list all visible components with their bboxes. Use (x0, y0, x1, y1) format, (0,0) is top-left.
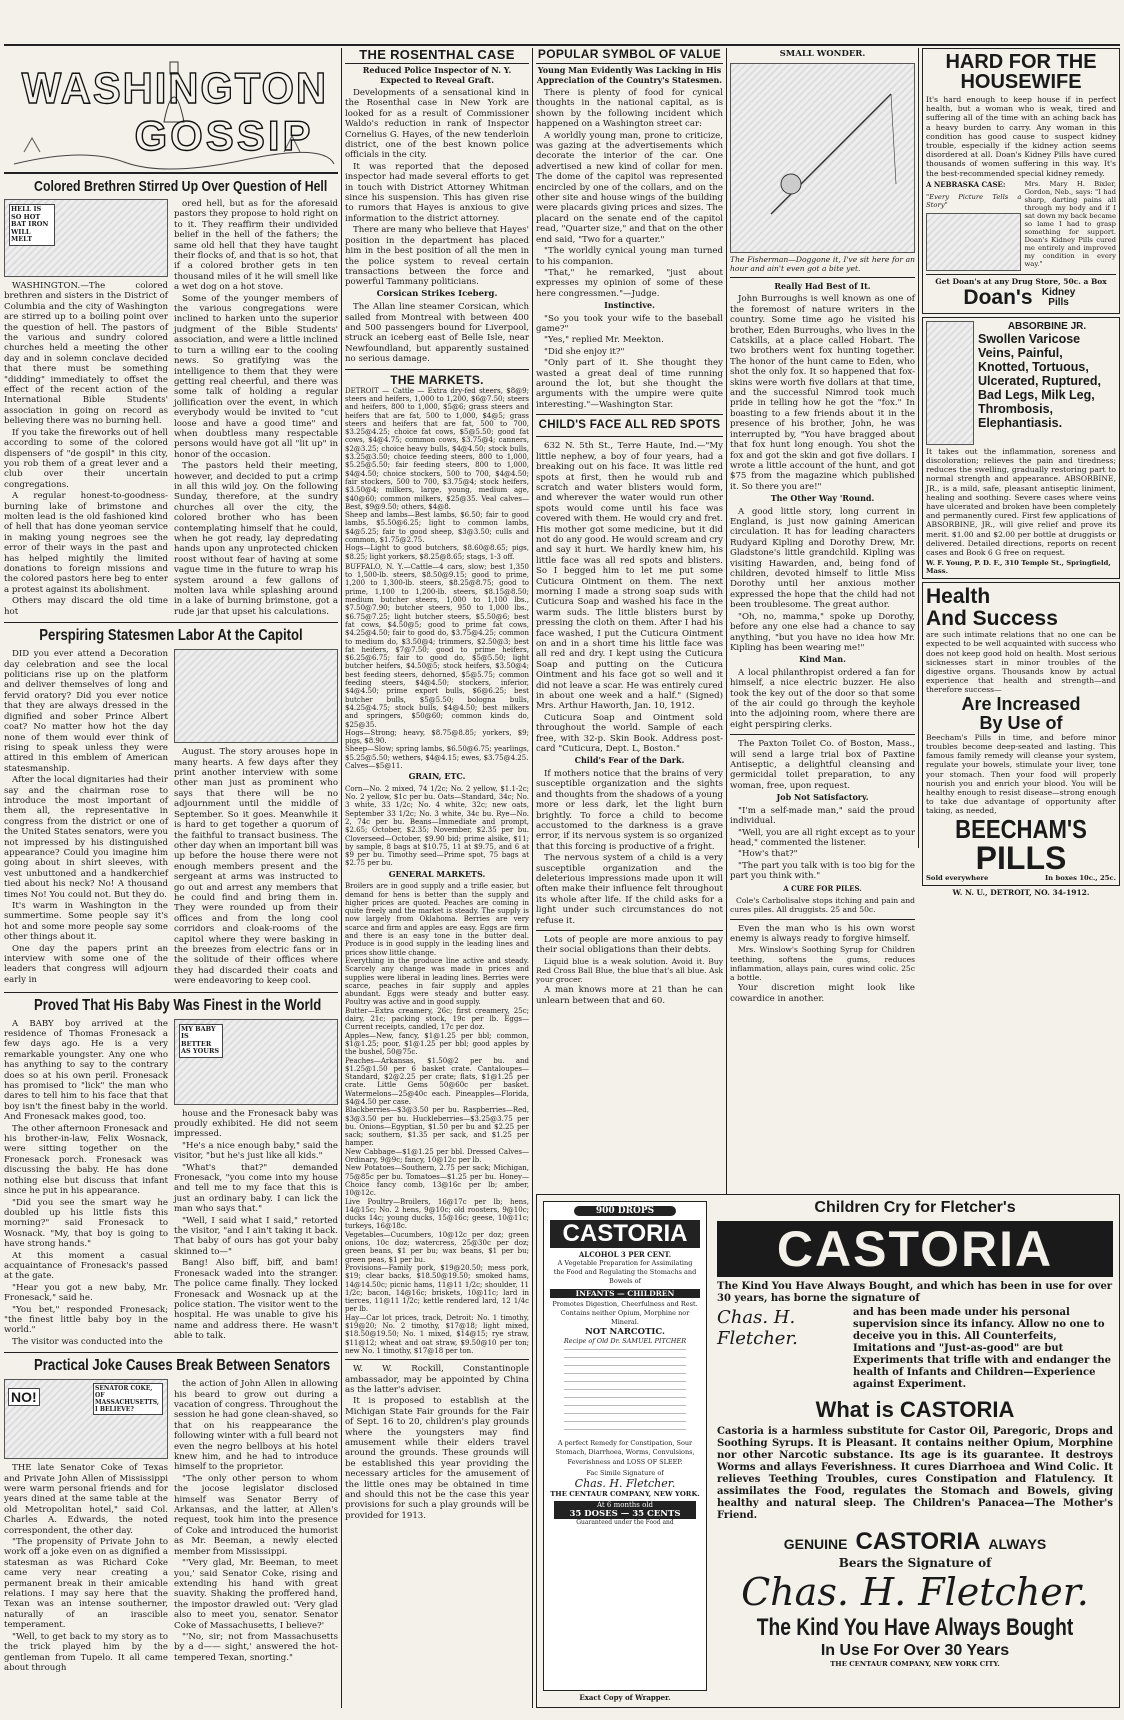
market-report: Everything in the produce line active and steady. Scarcely any change was made in prices and supplies were liberal in leading lines. Berries were scarce, peaches in fair supply and apples abundant. Eggs were steady and butter easy. Poultry was active and in good supply. (345, 956, 529, 1007)
column-rule (918, 48, 919, 848)
market-report: Blackberries—$3@3.50 per bu. Raspberries—Red, $3@3.50 per bu. Huckleberries—$3.25@3.75 per bu. Onions—Egyptian, $1.50 per bu and $2.25 per sack; southern, $1.35 per sack, and $1.25 per hamper. (345, 1106, 529, 1148)
paragraph: "Only part of it. She thought they wasted a great deal of time running around the lot, but she thought the arguments with the umpire were quite interesting."—Washington Star. (536, 358, 723, 410)
paragraph: A man knows more at 21 than he can unlearn between that and 60. (536, 985, 723, 1006)
cartoon-speech-bubble: MY BABY IS BETTER AS YOURS (179, 1024, 223, 1058)
markets-title: THE MARKETS. (390, 372, 484, 387)
story-title-rosenthal: THE ROSENTHAL CASE (345, 48, 529, 64)
column-popular-symbol (536, 48, 723, 1188)
paragraph: One day the papers print an interview with some one of the leaders that congress will adjourn early in (4, 943, 168, 985)
paragraph: "The only other person to whom the jocose legislator disclosed himself was Senator Berry of Arkansas, and the latter, at Allen's request, took him into the presence of Coke and introduced the humorist as Mr. Beeman, a newly elected member from Mississippi. (174, 1473, 338, 1557)
market-report: Peaches—Arkansas, $1.50@2 per bu. and $1.25@1.50 per 6 basket crate. Cantaloupes—Standard, $2@2.25 per crate; flats, $1@1.25 per crate. Little Gems 50@60c per basket. Watermelons—25@40c each. Pineapples—Florida, $4@4.50 per case. (345, 1056, 529, 1106)
market-report: BUFFALO, N. Y.—Cattle—4 cars, slow; best 1,350 to 1,500-lb. steers, $8.50@9.15; good to prime, 1,200 to 1,300-lb. steers, $8.25@8.75; good to prime, 1,100 to 1,200-lb. steers, $8.15@8.50; medium butcher steers, 1,000 to 1,100 lbs., $7.50@7.90; butcher steers, 950 to 1,000 lbs., $6.75@7.25; light butcher steers, $5.50@6; best fat cows, $4.50@5; good to prime fat cows, $4.25@4.50; fair to good do, $3.75@4.25; common to medium do, $3.50@4; trimmers, $2.50@3; best fat heifers, $7@7.50; good to prime heifers, $6.25@6.75; fair to good do, $5@5.50; light butcher heifers, $4.50@5; stock heifers, $3.50@4; best feeding steers, dehorned, $5@5.75; common feeding steers, $4@4.50; stockers, inferior, $4@4.50; prime export bulls, $6@6.25; best butcher bulls, $5@5.50; bologna bulls, $4.25@4.75; stock bulls, $4@4.50; best milkers and springers, $50@60; common kinds do, $25@35. (345, 562, 529, 729)
paragraph: "So you took your wife to the baseball game?" (536, 313, 723, 335)
castoria-text: and has been made under his personal supervision since its infancy. Allow no one to deceive you in this. All Counterfeits, Imitations and "Just-as-good" are but Experiments that trifle with and endanger the health of Infants and Children—Experience against Experiment. (853, 1307, 1111, 1390)
market-report: Broilers are in good supply and a trifle easier, but demand for hens is better than the supply and higher prices are quoted. Peaches are coming in quite freely and the market is steady. The supply is now largely from Oklahoma. Berries are very scarce and firm and apples are easy. Eggs are firm and there is an easy tone in the butter deal. Produce is in good supply in the leading lines and prices show little change. (345, 882, 529, 957)
cartoon-speech-senator: SENATOR COKE, OF MASSACHUSETTS, I BELIEVE? (93, 1383, 163, 1415)
column-rule (532, 48, 533, 1708)
story-perspiring-statesmen (4, 649, 338, 987)
paragraph: "Well, you are all right except as to your head," commented the listener. (730, 827, 915, 848)
paragraph: Cuticura Soap and Ointment sold throughout the world. Sample of each free, with 32-p. Skin Book. Address post-card "Cuticura, Dept. L, Boston." (536, 712, 723, 755)
story-finest-baby (4, 1019, 338, 1349)
ad-doans (922, 48, 1120, 314)
paragraph: "What's that?" demanded Fronesack, "you come into my house and tell me to my face that this is just an ordinary baby. I can lick the man who says that." (174, 1162, 338, 1215)
bottle-ingredients-icon (564, 1347, 686, 1437)
paragraph: "'No, sir; not from Massachusetts by a d—— sight,' answered the hot-tempered Texan, snorting." (174, 1631, 338, 1663)
paragraph: A BABY boy arrived at the residence of Thomas Fronesack a few days ago. He is a very remarkable youngster. Any one who has anything to say to the contrary does so at his own peril. Fronesack has promised to "lick" the man who dares to tell him to his face that that boy isn't the finest baby in the world. And Fronesack makes good, too. (4, 1018, 168, 1123)
paragraph: "He's a nice enough baby," said the visitor, "but he's just like all kids." (174, 1140, 338, 1162)
bottle-caption: Exact Copy of Wrapper. (579, 1693, 671, 1702)
cartoon-fisherman (730, 63, 915, 253)
ad-footer: In boxes 10c., 25c. (1044, 873, 1116, 882)
ad-title: By Use of (979, 712, 1063, 733)
ad-title: And Success (926, 607, 1058, 631)
paragraph: The Paxton Toilet Co. of Boston, Mass., will send a large trial box of Paxtine Antiseptic, a delightful cleansing and germicidal toilet preparation, to any woman, free, upon request. (730, 739, 915, 791)
paragraph: "I'm a self-made man," said the proud individual. (730, 805, 915, 827)
ad-brand: Doan's (963, 285, 1033, 309)
paragraph: "The part you talk with is too big for the part you think with." (730, 860, 915, 882)
bottle-illustration-icon (926, 321, 974, 445)
paragraph: "Well, I said what I said," retorted the visitor, "and I ain't taking it back. That baby of ours has got your baby skinned to—" (174, 1215, 338, 1257)
cartoon-title: SMALL WONDER. (779, 49, 866, 59)
ad-absorbine (922, 317, 1120, 579)
market-report: Live Poultry—Broilers, 16@17c per lb; hens, 14@15c; No. 2 hens, 9@10c; old roosters, 9@10c; ducks 14c; young ducks, 15@16c; geese, 10@11c; turkeys, 16@18c. (345, 1197, 529, 1231)
story-title-corsican: Corsican Strikes Iceberg. (376, 288, 498, 299)
paragraph: Lots of people are more anxious to pay their social obligations than their debts. (536, 935, 723, 956)
castoria-company: THE CENTAUR COMPANY, NEW YORK CITY. (830, 1660, 1000, 1668)
story-title-other-way: The Other Way 'Round. (770, 493, 875, 504)
castoria-bottle (543, 1201, 707, 1691)
market-report: Hogs—Strong; heavy, $8.75@8.85; yorkers, $9; pigs, $8.90. (345, 728, 529, 746)
paragraph: "The propensity of Private John to work off a joke even on as dignified a statesman as was Richard Coke came very near creating a permanent break in their amicable relations. I may say here that the Texan was an intense southerner, naturally of an irascible temperament. (4, 1537, 168, 1631)
castoria-always: ALWAYS (988, 1536, 1047, 1552)
market-report: Hogs—Light to good butchers, $8.60@8.65; pigs, $8.25; light yorkers, $8.25@8.65; stags, 1-3 off. (345, 544, 529, 561)
ad-footer: Get Doan's at any Drug Store, 50c. a Box (926, 274, 1116, 286)
paragraph: "You bet," responded Fronesack; "the finest little baby boy in the world." (4, 1304, 168, 1336)
paragraph: W. W. Rockill, Constantinople ambassador, may be appointed by China as the latter's adviser. (345, 1364, 529, 1396)
paragraph: A good little story, long current in England, is just now gaining American circulation. It has for leading characters Rudyard Kipling and Dorothy Drew, Mr. Gladstone's little grandchild. Kipling was visiting Hawarden, and, being fond of children, devoted himself to little Miss Dorothy until her anxious mother expressed the hope that the child had not been troublesome. The great author. (730, 506, 915, 611)
market-report: New Potatoes—Southern, 2.75 per sack; Michigan, 75@85c per bu. Tomatoes—$1.25 per bu. Honey—Choice fancy comb, 13@16c per lb; amber, 10@12c. (345, 1164, 529, 1198)
market-report: Calves—$5@11. (345, 762, 403, 771)
paragraph: Mrs. Winslow's Soothing Syrup for Children teething, softens the gums, reduces inflammation, allays pain, cures wind colic. 25c a bottle. (730, 945, 915, 982)
story-title-popular-symbol: POPULAR SYMBOL OF VALUE (536, 48, 723, 64)
castoria-signature: Chas. H. Fletcher. (717, 1307, 798, 1349)
column-washington-gossip (4, 52, 338, 1674)
castoria-header: Children Cry for Fletcher's (814, 1199, 1016, 1216)
story-subtitle: Reduced Police Inspector of N. Y. Expected to Reveal Graft. (362, 65, 512, 85)
paragraph: 632 N. 5th St., Terre Haute, Ind.—"My little nephew, a boy of four years, had a breaking out on his face. It was little red spots at first, then he would rub and scratch and water blisters would form, and wherever the water would run other spots would come until his face was covered with them. He would cry and fret. His mother got some medicine, but it did not do any good. He would scream and cry and say it hurt. We hardly knew him, his little face was all red spots and blisters. So I begged him to let me put some Cuticura Ointment on them. The next morning I made a strong soap suds with Cuticura Soap and washed his face in the warm suds. The little blisters burst by pressing the cloth on them. After I had his face washed, I put the Cuticura Ointment on and in a short time his little face was all red and dry. I kept using the Cuticura Soap and putting on the Cuticura Ointment and his face got so well and it did not leave a scar. He was entirely cured in about one week and a half." (Signed) Mrs. Arthur Haworth, Jan. 10, 1912. (536, 441, 723, 712)
castoria-footer: The Kind You Have Always Bought (756, 1614, 1074, 1641)
woman-illustration-icon (926, 213, 1021, 271)
paragraph: If you take the fireworks out of hell according to some of the colored dispensers of "de gospil" in this city, you rob them of a great lever and a club over their uncertain congregations. (4, 427, 168, 490)
story-practical-joke (4, 1379, 338, 1674)
cartoon-baby (174, 1019, 338, 1105)
grain-title: GRAIN, ETC. (408, 771, 466, 782)
paragraph: "Hear you got a new baby, Mr. Fronesack," said he. (4, 1282, 168, 1304)
story-title-finest-baby: Proved That His Baby Was Finest in the World (34, 996, 322, 1014)
paragraph: The visitor was conducted into the (12, 1336, 163, 1347)
bottle-doses: 35 DOSES — 35 CENTS (554, 1509, 696, 1519)
paragraph: It was reported that the deposed inspector had made several efforts to get in touch with District Attorney Whitman since his suspension. This has given rise to rumors that Hayes is anxious to give information to the district attorney. (345, 161, 529, 224)
ad-castoria (536, 1194, 1120, 1708)
ad-brand: ABSORBINE JR. (1007, 320, 1087, 332)
column-small-wonder (730, 48, 915, 1188)
paragraph: "'Very glad, Mr. Beeman, to meet you,' said Senator Coke, rising and extending his hand with great suavity. Shaking the proffered hand, the impostor drawled out: 'Very glad also to meet you, senator. Senator Coke of Massachusetts, I believe?' (174, 1558, 338, 1631)
general-markets-title: GENERAL MARKETS. (388, 868, 486, 879)
ad-beechams (922, 582, 1120, 885)
paragraph: Some of the younger members of the various congregations were inclined to harken unto the superior judgment of the Bible Students' association, and were a little inclined to turn a willing ear to the cooling news. So gratifying was the intelligence to them that they were getting real cheerful, and there was some talk of holding a regular jollification over the event, in which everybody would be invited to "cut loose and have a good time" and when doubtless many respectable persons would have got all "lit up" in honor of the occasion. (174, 293, 338, 460)
fishing-rod-icon (731, 64, 914, 252)
bottle-alcohol: ALCOHOL 3 PER CENT. (578, 1250, 672, 1259)
castoria-text: The Kind You Have Always Bought, and which has been in use for over 30 years, has borne the signature of (717, 1281, 1113, 1304)
paragraph: "Yes," replied Mr. Meekton. (544, 335, 664, 346)
paragraph: THE late Senator Coke of Texas and Private John Allen of Mississippi were warm personal friends and for years dined at the same table at the old Metropolitan hotel," said Col. Charles A. Edwards, the noted correspondent, the other day. (4, 1463, 168, 1536)
paragraph: After the local dignitaries had their say and the chairman rose to introduce the most important of them all, the representative in congress from the district or one of the United States senators, were you not impressed by his distinguished appearance? Could you imagine him going about in shirt sleeves, with vest unbuttoned and a handkerchief tied about his neck? No! A thousand times No! You could not. But they do. (4, 775, 168, 900)
bottle-text: Promotes Digestion, Cheerfulness and Rest. Contains neither Opium, Morphine nor Mineral. (552, 1299, 698, 1327)
ad-footer: W. F. Young, P. D. F., 310 Temple St., Springfield, Mass. (926, 559, 1111, 576)
paragraph: "That," he remarked, "just about expresses my opinion of some of these here congressmen."—Judge. (536, 267, 723, 299)
market-report: Hay—Car lot prices, track, Detroit: No. 1 timothy, $19@20; No. 2 timothy, $17@18; light mixed, $18.50@19.50; No. 1 mixed, $14@15; rye straw, $11@12; wheat and oat straw, $9.50@10 per ton; new No. 1 timothy, $17@18 per ton. (345, 1313, 529, 1355)
castoria-big-signature: Chas. H. Fletcher. (741, 1570, 1089, 1614)
column-rosenthal-markets (345, 48, 529, 1522)
cartoon-hell-preacher (4, 199, 168, 277)
ad-brand-sub: Kidney Pills (1041, 286, 1076, 308)
paragraph: It is proposed to establish at the Michigan State Fair grounds for the Fair of Sept. 16 to 20, children's play grounds where the youngsters may find amusement while their elders travel around the grounds. These grounds will be established this year providing the necessary articles for the amusement of the little ones may be obtained in time and should this not be the case this year provisions for such a play grounds will be provided for 1913. (345, 1396, 529, 1521)
paragraph: "Did you see the smart way he doubled up his little fists this morning?" said Fronesack to Wosnack. "My, that boy is going to have strong hands." (4, 1197, 168, 1250)
market-report: DETROIT — Cattle — Extra dry-fed steers, $8@9; steers and heifers, 1,000 to 1,200, $6@7.50; steers and heifers, 800 to 1,000, $5@6; grass steers and heifers that are fat, 500 to 1,000, $4@5; grass steers and heifers that are fat, 500 to 700, $3.25@4.25; choice fat cows, $5@5.50; good fat cows, $4@4.75; common cows, $3.75@4; canners, $2@3.25; choice heavy bulls, $4@4.50; stock bulls, $3.25@3.50; choice feeding steers, 800 to 1,000, $5.25@5.50; fair feeding steers, 800 to 1,000, $4@4.50; choice stockers, 500 to 700, $4@4.50; fair stockers, 500 to 700, $3.75@4; stock heifers, $3.50@4; milkers, large, young, medium age, $40@60; common milkers, $25@35. Veal calves—Best, $9@9.50; others, $4@8. (345, 386, 529, 511)
market-report: Butter—Extra creamery, 26c; first creamery, 25c; dairy, 21c; packing stock, 19c per lb. Eggs—Current receipts, candled, 17c per doz. (345, 1006, 529, 1032)
bottle-recipe: Recipe of Old Dr. SAMUEL PITCHER (563, 1337, 687, 1346)
market-report: Provisions—Family pork, $19@20.50; mess pork, $19; clear backs, $18.50@19.50; smoked hams, 14@14.50c; picnic hams, 11@11 1/2c; shoulder, 11 1/2c; bacon, 14@16c; briskets, 10@11c; lard in tierces, 11@11 1/2c; kettle rendered lard, 12 1/4c per lb. (345, 1263, 529, 1314)
paragraph: At this moment a casual acquaintance of Fronesack's passed at the gate. (4, 1250, 168, 1282)
ad-title: Are Increased (961, 693, 1081, 714)
paragraph: DID you ever attend a Decoration day celebration and see the local politicians rise up on the platform and deliver themselves of long and fervid oratory? Did you ever notice that they are always dressed in the dignified and sober Prince Albert coat? No matter how hot the day none of them would ever think of rising to speak unless they were attired in this emblem of American statesmanship. (4, 649, 168, 774)
ad-case-label: A NEBRASKA CASE: (926, 179, 1006, 189)
story-title-perspiring-statesmen: Perspiring Statesmen Labor At the Capitol (39, 627, 303, 645)
column-ads (922, 48, 1120, 897)
paragraph: "Well, to get back to my story as to the trick played him by the gentleman from Tupelo. It all came about through (4, 1631, 168, 1673)
ad-image-caption: "Every Picture Tells a Story" (926, 192, 1022, 209)
bottle-company: THE CENTAUR COMPANY, NEW YORK. (550, 1489, 700, 1498)
bottle-top: 900 DROPS (574, 1206, 676, 1216)
paragraph: The pastors held their meeting, however, and decided to put a crimp in all this wild joy. On the following Sunday, therefore, at the sundry churches all over the city, the colored brother who has been contemplating himself that he could, when he got ready, lay depredating hands upon any unprotected chicken roost without fear of having at some vague time in the future to wrap his system around a few gallons of molten lava while splashing around in a lake of burning brimstone, got a rude jar that upset his calculations. (174, 461, 338, 617)
market-report: New Cabbage—$1@1.25 per bbl. Dressed Calves—Ordinary, 9@9c; fancy, 10@12c per lb. (345, 1147, 529, 1165)
market-report: Sheep and lambs—Best lambs, $6.50; fair to good lambs, $5.50@6.25; light to common lambs, $4@5.25; fair to good sheep, $3@3.50; culls and common, $1.75@2.75. (345, 511, 529, 544)
ad-text: It takes out the inflammation, soreness and discoloration; relieves the pain and tiredness; reduces the swelling, gradually restoring part to normal strength and appearance. ABSORBINE, JR., is a mild, safe, pleasant antiseptic liniment, healing and soothing. Severe cases where veins have ulcerated and broken have been completely and permanently cured. First few applications of ABSORBINE, JR., will give relief and prove its merit. $1.00 and $2.00 per bottle at druggists or delivered. Detailed directions, reports on recent cases and Book 6 G free on request. (926, 446, 1116, 558)
bottle-infants: INFANTS — CHILDREN (550, 1289, 700, 1298)
paragraph: house and the Fronesack baby was proudly exhibited. He did not seem impressed. (174, 1108, 338, 1140)
ad-footer: Sold everywhere (926, 873, 989, 882)
story-colored-brethren (4, 199, 338, 618)
masthead-title-line1: WASHINGTON (21, 64, 328, 113)
market-report: Corn—No. 2 mixed, 74 1/2c; No. 2 yellow, $1.1-2c; No. 2 yellow, $1c per bu. Oats—Standard, 34c; No. 3 white, 33 1/2c; No. 4 white, 32c; new oats, September 33 1/2c; No. 3 white, 34c bu. Rye—No. 2, 74c per bu. Beans—Immediate and prompt, $2.65; October, $2.35; November, $2.35 per bu. Cloverseed—October, $9.90 bid; prime alsike, $11; by sample, 8 bags at $10.75, 11 at $9.75, and 6 at $9 per bu. Timothy seed—Prime spot, 75 bags at $2.75 per bu. (345, 784, 529, 868)
market-report: Apples—New, fancy, $1@1.25 per bbl; common, $1@1.25; poor, $1@1.25 per bbl; good apples by the bushel, 50@75c. (345, 1031, 529, 1057)
bottle-facsimile: Fac Simile Signature of (586, 1468, 664, 1477)
paragraph: A local philanthropist ordered a fan for himself, a nice electric buzzer. He also took the key out of the door so that some of the air could go through the keyhole into the adjoining room, where there are eight perspiring clerks. (730, 667, 915, 730)
ad-text: It's hard enough to keep house if in perfect health, but a woman who is weak, tired and suffering all of the time with an aching back has a heavy burden to carry. Any woman in this condition has good cause to suspect kidney trouble, especially if the kidney action seems disordered at all. Doan's Kidney Pills have cured thousands of women suffering in this way. It's the best-recommended special kidney remedy. (926, 95, 1116, 178)
paragraph: "Oh, no, mamma," spoke up Dorothy, before any one else had a chance to say anything, "but you have no idea how Mr. Kipling has been wearing me!" (730, 611, 915, 653)
cartoon-speech-no: NO! (8, 1388, 40, 1406)
paragraph: Even the man who is his own worst enemy is always ready to forgive himself. (730, 923, 915, 944)
paragraph: If mothers notice that the brains of very susceptible organization and the sights and thoughts from the shadows of a young more or less dark, let the light burn brightly. To force a child to become accustomed to the darkness is a grave error, if its nervous system is so organized that this forcing is productive of a fright. (536, 768, 723, 852)
paragraph: "Did she enjoy it?" (544, 346, 625, 357)
paragraph: the action of John Allen in allowing his beard to grow out during a vacation of congress. Throughout the session he had gone clean-shaved, so that on his reappearance the following winter with a full beard not even the negro bellboys at his hotel knew him, and he had to introduce himself to the proprietor. (174, 1379, 338, 1473)
cartoon-statesman (174, 649, 338, 743)
market-report: Sheep—Slow; spring lambs, $6.50@6.75; yearlings, $5.25@5.50; wethers, $4@4.15; ewes, $3.75@4.25. (345, 745, 529, 762)
paragraph: WASHINGTON.—The colored brethren and sisters in the District of Columbia and the city of Washington are stirred up to a boiling point over the question of hell. The pastors of the various and sundry colored churches held a meeting the other day and in solemn conclave decided that there must be something "didding" immediately to offset the effect of the recent action of the International Bible Students' association in going on record as believing there was no burning hell. (4, 281, 168, 427)
bottle-age: At 6 months old (554, 1501, 696, 1509)
paragraph: "How's that?" (738, 849, 798, 860)
cartoon-caption: The Fisherman—Doggone it, I've sit here for an hour and ain't even got a bite yet. (730, 254, 915, 273)
castoria-bears: Bears the Signature of (838, 1556, 992, 1570)
castoria-brand: CASTORIA (717, 1221, 1113, 1277)
paragraph: The Allan line steamer Corsican, which sailed from Montreal with between 400 and 500 passengers bound for Liverpool, struck an iceberg east of Belle Isle, near Newfoundland, but apparently sustained no serious damage. (345, 302, 529, 365)
top-rule (4, 44, 1120, 46)
story-title-colored-brethren: Colored Brethren Stirred Up Over Question of Hell (34, 178, 328, 195)
ad-case-text: Mrs. Mary H. Bixler, Gordon, Neb., says: "I had sharp, darting pains all through my body and if I sat down my back became so lame I had to grasp something for support. Doan's Kidney Pills cured me entirely and improved my condition in every way." (1024, 179, 1116, 268)
story-title-childs-fear: Child's Fear of the Dark. (574, 755, 685, 766)
castoria-genuine: GENUINE (783, 1536, 848, 1552)
paragraph: Others may discard the old time hot (4, 596, 168, 617)
paragraph: There are many who believe that Hayes' position in the department has placed him in the best position of all the men in the police system to reveal certain transactions between the force and powerful Tammany politicians. (345, 225, 529, 288)
paragraph: A worldly young man, prone to criticize, was gazing at the advertisements which decorate the interior of the car. One advertised a new kind of collar for men. The dome of the capitol was represented encircled by one of the collars, and on the other site and house wings of the building were placards giving prices and sizes. The placard on the senate end of the capitol read, "Quarter size," and that on the other end said, "Two for a quarter." (536, 130, 723, 245)
ad-title: HARD FOR THE (945, 51, 1097, 73)
ad-text: are such intimate relations that no one can be expected to be well acquainted with success who does not keep good hold on health. Most serious sicknesses start in minor troubles of the digestive organs. Thousands know by actual experience that health and strength—and therefore success— (926, 630, 1116, 695)
paragraph: A regular honest-to-goodness-burning lake of brimstone and molten lead is the old fashioned kind of hell that has done yeoman service in making young negroes see the error of their ways in the past and has helped mightily the limited donations to foreign missions and the colored pastors here beg to enter a protest against its abolishment. (4, 491, 168, 595)
ad-headline: Swollen Varicose Veins, Painful, Knotted, Tortuous, Ulcerated, Ruptured, Bad Legs, Milk Leg, Thrombosis, Elephantiasis. (978, 331, 1101, 430)
paragraph: Bang! Also biff, biff, and bam! Fronesack waded into the stranger. The police came finally. They locked Fronesack and Wosnack up at the police station. The visitor went to the hospital. He was unable to give his name and address there. He wasn't able to talk. (174, 1258, 338, 1342)
market-report: Vegetables—Cucumbers, 10@12c per doz; green onions, 10c doz; watercress, 25@30c per doz; green beans, $1 per bu; wax beans, $1 per bu; green peas, $1 per bu. (345, 1230, 529, 1264)
paragraph: There is plenty of food for cynical thoughts in the national capital, as is shown by the following incident which happened on a Washington street car: (536, 88, 723, 130)
wnu-label: W. N. U., DETROIT, NO. 34-1912. (952, 887, 1090, 897)
story-title-instinctive: Instinctive. (604, 300, 655, 311)
castoria-footer: In Use For Over 30 Years (820, 1642, 1010, 1659)
paragraph: The other afternoon Fronesack and his brother-in-law, Felix Wosnack, were sitting together on the Fronesack porch. Fronesack was discussing the baby. He has done nothing else but discuss that infant since he put in his appearance. (4, 1123, 168, 1197)
paragraph: John Burroughs is well known as one of the foremost of nature writers in the country. Some time ago he visited his brother, Eden Burroughs, who lives in the Catskills, at a place called Hobart. The two brothers went fox hunting together. The honor of the hunt came to Eden, who shot the only fox. It so happened that fox-skins were worth five dollars at that time, and the successful Nimrod took much pride in telling how he got the "fox." In boasting to a few friends about it in the presence of his brother, John, he was interrupted by, "You have bragged about that fox hunt long enough. You shot the fox and got the skin and got five dollars. I wrote a little account of the hunt, and got $75 from the magazine which published it. So there you are!" (730, 294, 915, 492)
castoria-genuine-brand: CASTORIA (855, 1528, 981, 1555)
bottle-text: A perfect Remedy for Constipation, Sour Stomach, Diarrhoea, Worms, Convulsions, Feverishness and LOSS OF SLEEP. (555, 1439, 695, 1466)
paragraph: Liquid blue is a weak solution. Avoid it. Buy Red Cross Ball Blue, the blue that's all blue. Ask your grocer. (536, 956, 723, 985)
cartoon-sign: HELL IS SO HOT BAT IRON WILL MELT (9, 204, 55, 246)
ad-text: Beecham's Pills in time, and before minor troubles become deep-seated and lasting. This famous family remedy will cleanse your system, regulate your bowels, stimulate your liver, tone your stomach. Then your food will properly nourish you and enrich your blood. You will be healthy enough to resist disease—strong enough to take due advantage of opportunity after taking, as needed, (926, 732, 1116, 816)
ad-brand: BEECHAM'S (955, 813, 1087, 844)
story-subtitle: Young Man Evidently Was Lacking in His Appreciation of the Country's Statesmen. (536, 65, 723, 85)
story-title-kind-man: Kind Man. (799, 654, 846, 665)
bottle-narcotic: NOT NARCOTIC. (585, 1327, 665, 1338)
column-rule (341, 48, 342, 1708)
masthead (4, 52, 338, 174)
story-title-best-of-it: Really Had Best of It. (774, 280, 871, 291)
cartoon-senators (4, 1379, 168, 1459)
paragraph: "The worldly cynical young man turned to his companion. (536, 246, 723, 267)
ad-brand: PILLS (975, 839, 1067, 876)
story-title-job: Job Not Satisfactory. (776, 792, 869, 803)
bottle-text: A Vegetable Preparation for Assimilating the Food and Regulating the Stomachs and Bowels of (553, 1259, 697, 1286)
bottle-signature: Chas. H. Fletcher. (574, 1476, 676, 1490)
bottle-brand: CASTORIA (550, 1220, 700, 1248)
paragraph: ored hell, but as for the aforesaid pastors they propose to hold right on to it. They reaffirm their undivided belief in the hell of the fathers; the same old hell that they have taught their flocks of, and that is so hot, that if a colored brother gets in ten thousand miles of it he will smell like a wet dog on a hot stove. (174, 199, 338, 293)
paragraph: August. The story arouses hope in many hearts. A few days after they print another interview with some other man just as prominent who says that there will be no adjournment until the middle of September. So it goes. Meanwhile it is hard to get together a quorum of the faithful to transact business. The other day when an important bill was up before the house there were not enough members present and the sergeant at arms was instructed to go out and arrest any members that he could find and bring them in. They were rounded up from their offices and from the long cool corridors and cloak-rooms of the capitol where they were basking in the breezes from electric fans or in the solitude of their offices where they had discarded their coats and were endeavoring to keep cool. (174, 747, 338, 987)
paragraph: Your discretion might look like cowardice in another. (730, 983, 915, 1004)
story-title-childs-face: CHILD'S FACE ALL RED SPOTS (538, 419, 721, 432)
bottle-guarantee: Guaranteed under the Food and (576, 1518, 674, 1526)
story-title-piles: A CURE FOR PILES. (783, 883, 862, 893)
paragraph: Cole's Carbolisalve stops itching and pain and cures piles. All druggists. 25 and 50c. (730, 896, 915, 915)
paragraph: Developments of a sensational kind in the Rosenthal case in New York are looked for as a result of Commissioner Waldo's reduction in rank of Inspector Cornelius G. Hayes, of the new tenderloin district, one of the best known police officials in the city. (345, 88, 529, 161)
masthead-title-line2: GOSSIP (134, 112, 314, 159)
paragraph: It's warm in Washington in the summertime. Some people say it's hot and some more people say some other things about it. (4, 901, 168, 943)
paragraph: The nervous system of a child is a very susceptible organization and the deleterious impressions made upon it will often make their influence felt throughout its whole after life. If the child asks for a light under such circumstances do not refuse it. (536, 853, 723, 926)
castoria-text: Castoria is a harmless substitute for Castor Oil, Paregoric, Drops and Soothing Syrups. It is Pleasant. It contains neither Opium, Morphine nor other Narcotic substance. Its age is its guarantee. It destroys Worms and allays Feverishness. It cures Diarrhoea and Wind Colic. It relieves Teething Troubles, cures Constipation and Flatulency. It assimilates the Food, regulates the Stomach and Bowels, giving healthy and natural sleep. The Children's Panacea—The Mother's Friend. (717, 1426, 1113, 1521)
ad-title: HOUSEWIFE (960, 71, 1082, 93)
ad-title: Health (926, 585, 991, 609)
story-title-practical-joke: Practical Joke Causes Break Between Senators (34, 1357, 331, 1375)
castoria-what-is: What is CASTORIA (815, 1397, 1015, 1422)
